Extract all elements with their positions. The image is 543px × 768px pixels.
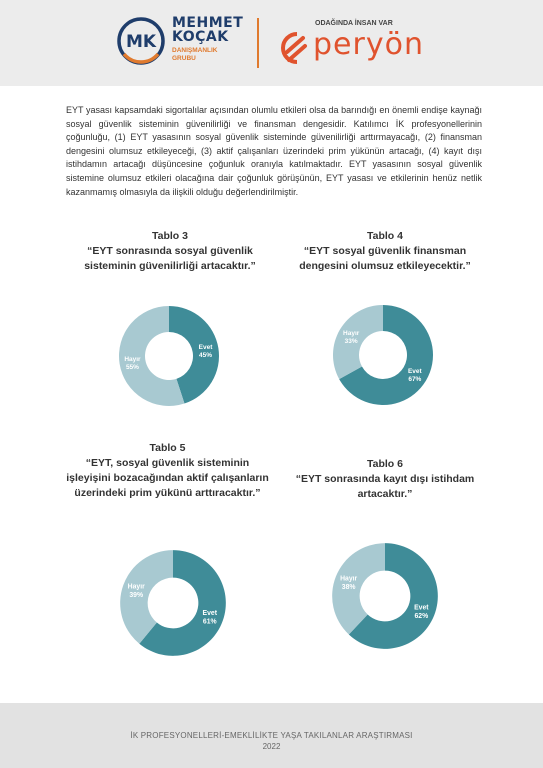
logo-subtitle: DANIŞMANLIK GRUBU bbox=[172, 47, 218, 62]
slice-value-hayir: 39% bbox=[129, 592, 144, 600]
slice-value-hayir: 38% bbox=[341, 584, 356, 592]
peryon-logo bbox=[275, 14, 425, 72]
slice-label-hayir: Hayır bbox=[124, 355, 141, 363]
mk-monogram-icon bbox=[116, 16, 166, 66]
table-5-donut-chart bbox=[117, 547, 229, 659]
slice-value-evet: 45% bbox=[199, 352, 213, 360]
slice-value-evet: 61% bbox=[202, 618, 217, 626]
peryon-wordmark: peryön bbox=[313, 27, 424, 62]
footer-year: 2022 bbox=[262, 742, 281, 751]
table-4-title: Tablo 4 “EYT sosyal güvenlik finansman dengesini olumsuz etkileyecektir.” bbox=[299, 230, 471, 272]
slice-label-evet: Evet bbox=[414, 604, 429, 612]
slice-label-evet: Evet bbox=[407, 367, 422, 375]
table-6-donut-chart bbox=[329, 540, 441, 652]
header bbox=[0, 0, 543, 86]
table-3-donut-chart bbox=[116, 303, 222, 409]
logo-divider bbox=[257, 18, 259, 68]
table-5-title: Tablo 5 “EYT, sosyal güvenlik sisteminin işleyişini bozacağından aktif çalışanların üzerindeki prim yükünü arttıracaktır.” bbox=[66, 442, 269, 499]
slice-value-hayir: 55% bbox=[125, 363, 139, 371]
slice-label-hayir: Hayır bbox=[340, 575, 358, 583]
table-4-donut-chart bbox=[330, 302, 436, 408]
peryon-mark-icon bbox=[275, 28, 315, 68]
slice-label-evet: Evet bbox=[198, 344, 213, 352]
slice-label-evet: Evet bbox=[202, 610, 218, 618]
slice-value-hayir: 33% bbox=[344, 338, 358, 346]
slice-label-hayir: Hayır bbox=[343, 330, 360, 338]
footer-title: İK PROFESYONELLERİ-EMEKLİLİKTE YAŞA TAKILANLAR ARAŞTIRMASI bbox=[130, 731, 413, 740]
table-6-title: Tablo 6 “EYT sonrasında kayıt dışı istihdam artacaktır.” bbox=[295, 458, 475, 500]
slice-hayir bbox=[333, 305, 383, 379]
slice-value-evet: 67% bbox=[408, 375, 422, 383]
footer bbox=[0, 703, 543, 768]
table-3-title: Tablo 3 “EYT sonrasında sosyal güvenlik sisteminin güvenilirliği artacaktır.” bbox=[84, 230, 256, 272]
intro-paragraph: EYT yasası kapsamdaki sigortalılar açısından olumlu etkileri olsa da barındığı en önemli endişe kaynağı sosyal güvenlik sisteminin güvenilirliği ve finansman dengesidir. Katılımcı İK profesyonellerinin çoğunluğu, (1) EYT yasasının sosyal güvenlik sisteminde güvenilirliği arttırmayacağı, (2) finansman dengesini olumsuz etkileyeceği, (3) aktif çalışanları üzerindeki prim yükünün artacağı, (4) kayıt dışı istihdamın artacağı düşüncesine çoğunluk oranıyla katılmaktadır. EYT yasasının sosyal güvenlik sistemine olumsuz etkileri olacağına dair çoğunluk görüşünün, EYT yasası ve etkilerinin henüz netlik kazanmamış olmasıyla da ilişkili olduğu değerlendirilmiştir. bbox=[66, 105, 482, 197]
svg-text:MK: MK bbox=[125, 32, 157, 52]
mehmet-kocak-logo bbox=[116, 14, 246, 72]
peryon-tagline: ODAĞINDA İNSAN VAR bbox=[315, 20, 393, 27]
logo-name: MEHMET KOÇAK bbox=[172, 15, 244, 45]
slice-label-hayir: Hayır bbox=[127, 583, 145, 591]
slice-value-evet: 62% bbox=[414, 612, 429, 620]
